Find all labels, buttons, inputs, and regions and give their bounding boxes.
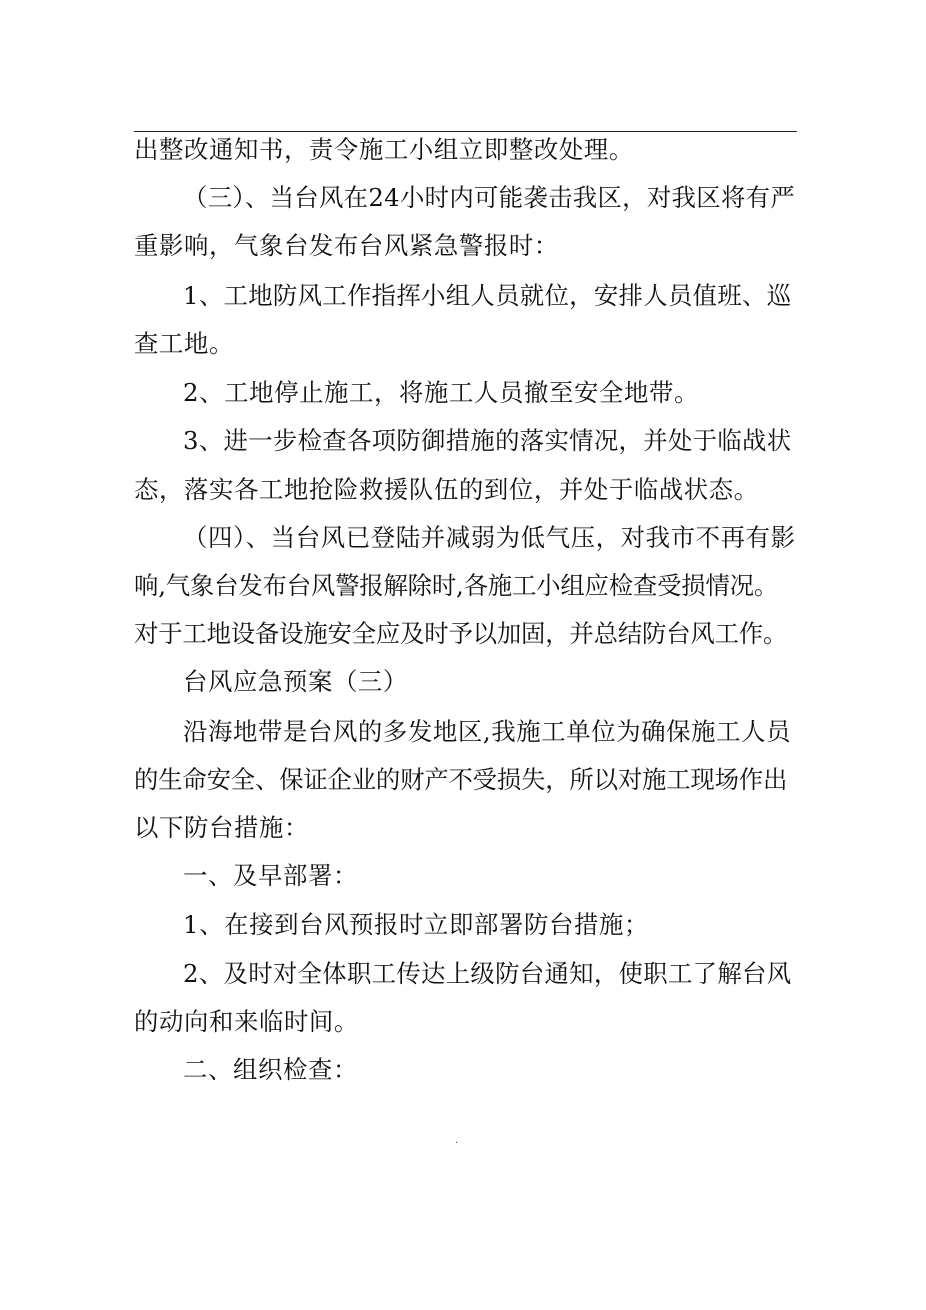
section-heading: 台风应急预案（三） [183, 667, 408, 696]
footer-mark: . [455, 1135, 459, 1146]
text-line: 查工地。 [134, 329, 234, 358]
text-line: 态，落实各工地抢险救援队伍的到位，并处于临战状态。 [134, 475, 759, 504]
text-line: 对于工地设备设施安全应及时予以加固，并总结防台风工作。 [134, 619, 788, 648]
text-line: 二、组织检查： [183, 1055, 358, 1084]
text-line: （四）、当台风已登陆并减弱为低气压，对我市不再有影 [183, 523, 796, 552]
text-line: 的动向和来临时间。 [134, 1007, 359, 1036]
text-line: 3、进一步检查各项防御措施的落实情况，并处于临战状 [183, 426, 792, 455]
text-line: 出整改通知书，责令施工小组立即整改处理。 [134, 135, 634, 164]
text-line: 2、工地停止施工，将施工人员撤至安全地带。 [183, 378, 699, 407]
text-line: 一、及早部署： [183, 861, 358, 890]
text-line: 沿海地带是台风的多发地区,我施工单位为确保施工人员 [183, 717, 792, 746]
text-line: （三）、当台风在24小时内可能袭击我区，对我区将有严 [183, 183, 796, 212]
text-line: 2、及时对全体职工传达上级防台通知，使职工了解台风 [183, 959, 792, 988]
text-line: 的生命安全、保证企业的财产不受损失，所以对施工现场作出 [134, 765, 788, 794]
text-line: 以下防台措施： [134, 813, 309, 842]
text-line: 1、在接到台风预报时立即部署防台措施； [183, 910, 649, 939]
text-line: 重影响，气象台发布台风紧急警报时： [134, 231, 559, 260]
text-line: 1、工地防风工作指挥小组人员就位，安排人员值班、巡 [183, 281, 792, 310]
text-line: 响,气象台发布台风警报解除时,各施工小组应检查受损情况。 [134, 571, 779, 600]
